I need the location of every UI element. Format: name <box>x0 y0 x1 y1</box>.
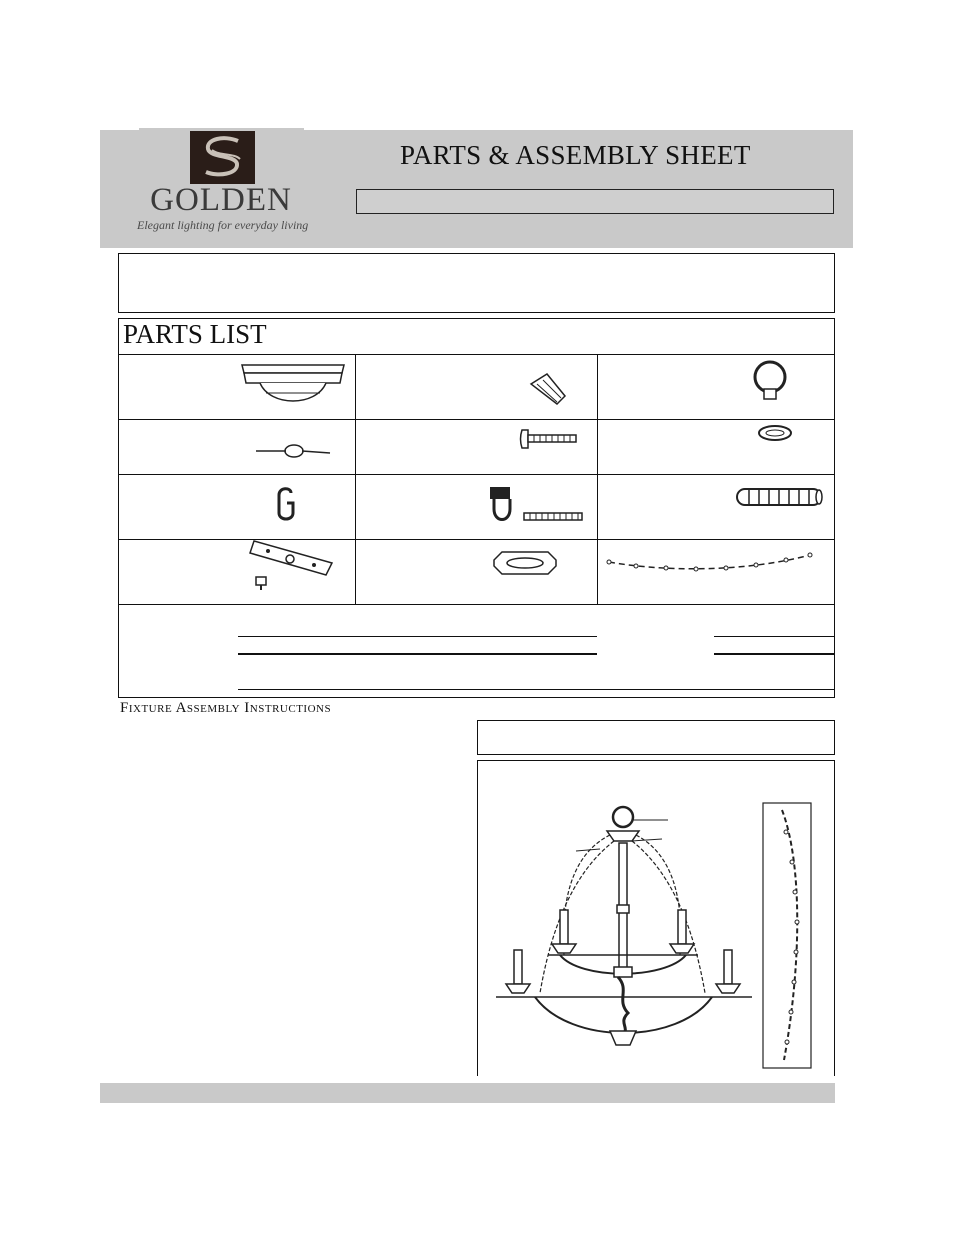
grid-line <box>118 419 835 420</box>
chain-detail-diagram <box>762 802 812 1070</box>
form-line <box>238 636 597 637</box>
mounting-bar-icon <box>248 539 334 591</box>
instructions-title: Fixture Assembly Instructions <box>120 700 332 716</box>
canopy-icon <box>240 363 350 413</box>
brand-tagline: Elegant lighting for everyday living <box>137 218 309 232</box>
chain-cover-icon <box>735 487 825 509</box>
chain-link-icon <box>275 485 299 523</box>
chain-icon <box>606 552 814 574</box>
model-field <box>356 189 834 214</box>
form-line <box>238 653 597 655</box>
form-line <box>714 636 835 637</box>
wire-hook-icon <box>254 441 332 461</box>
wire-connector-icon <box>527 372 567 408</box>
grid-line <box>118 354 835 355</box>
form-line <box>238 689 835 690</box>
notice-box <box>118 253 835 313</box>
page-title: PARTS & ASSEMBLY SHEET <box>400 140 751 170</box>
grid-line <box>118 474 835 475</box>
grid-line <box>597 354 598 604</box>
hanging-loop-icon <box>750 359 790 401</box>
bolt-icon <box>520 428 580 452</box>
grid-line <box>118 539 835 540</box>
lock-washer-icon <box>757 423 797 443</box>
footer-bar <box>100 1083 835 1103</box>
hook-and-nipple-icon <box>488 485 584 525</box>
instructions-panel-title <box>477 720 835 755</box>
lock-nut-icon <box>492 550 558 576</box>
brand-name: GOLDEN <box>150 182 292 218</box>
chandelier-diagram <box>490 805 760 1055</box>
grid-line <box>118 604 835 605</box>
logo-mark-icon <box>190 131 255 184</box>
parts-list-title: PARTS LIST <box>123 319 267 349</box>
parts-list-box <box>118 318 835 698</box>
form-line <box>714 653 835 655</box>
grid-line <box>355 354 356 604</box>
